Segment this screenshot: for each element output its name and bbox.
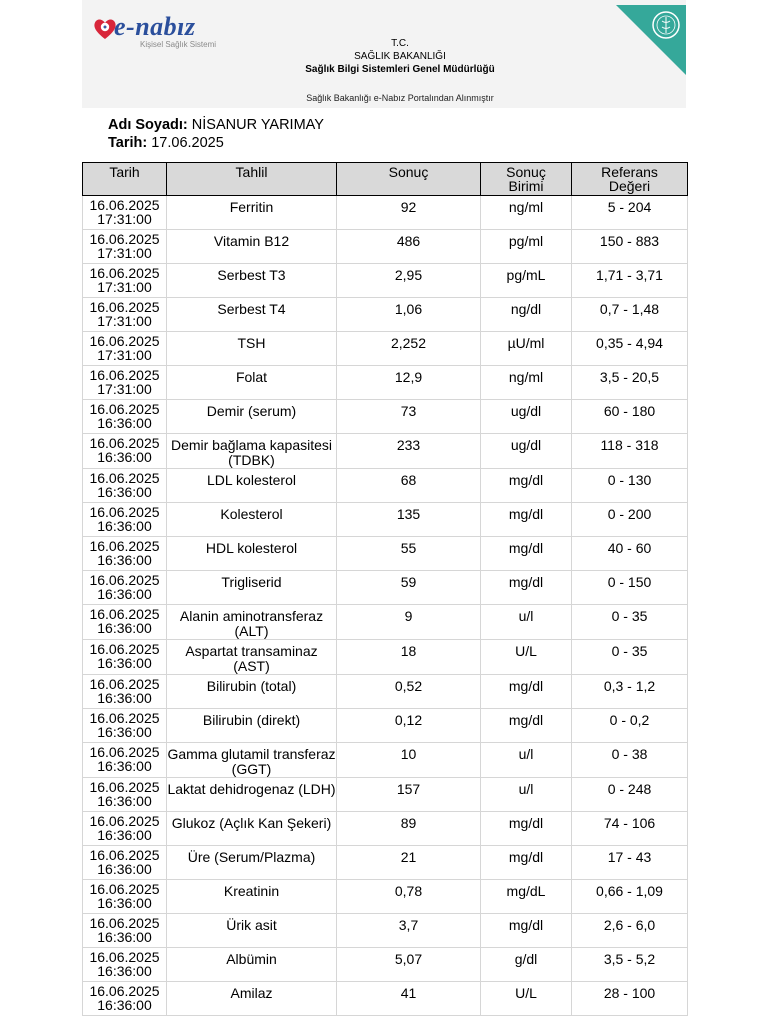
row-datetime xyxy=(83,298,167,332)
row-time: 16:36:00 xyxy=(97,518,152,534)
row-date: 16.06.2025 xyxy=(89,572,160,588)
row-unit: mg/dl xyxy=(481,503,572,537)
row-result: 1,06 xyxy=(337,298,481,332)
column-header-test: Tahlil xyxy=(167,163,337,196)
patient-name-line xyxy=(108,116,324,134)
column-header-date: Tarih xyxy=(83,163,167,196)
row-result: 59 xyxy=(337,571,481,605)
row-datetime xyxy=(83,571,167,605)
row-result: 9 xyxy=(337,605,481,640)
row-date: 16.06.2025 xyxy=(89,949,160,965)
table-row xyxy=(83,537,688,571)
row-time: 16:36:00 xyxy=(97,586,152,602)
row-result: 2,252 xyxy=(337,332,481,366)
row-reference: 0 - 150 xyxy=(572,571,688,605)
enabiz-logo xyxy=(92,14,232,54)
row-reference: 74 - 106 xyxy=(572,812,688,846)
row-datetime xyxy=(83,503,167,537)
row-date: 16.06.2025 xyxy=(89,676,160,692)
row-test: Demir (serum) xyxy=(167,400,337,434)
row-datetime xyxy=(83,880,167,914)
row-test: Gamma glutamil transferaz (GGT) xyxy=(167,743,337,778)
row-reference: 0,7 - 1,48 xyxy=(572,298,688,332)
row-datetime xyxy=(83,434,167,469)
row-test: TSH xyxy=(167,332,337,366)
ministry-title xyxy=(240,37,560,76)
row-test: Alanin aminotransferaz (ALT) xyxy=(167,605,337,640)
row-result: 68 xyxy=(337,469,481,503)
row-result: 486 xyxy=(337,230,481,264)
row-time: 16:36:00 xyxy=(97,449,152,465)
row-reference: 0,35 - 4,94 xyxy=(572,332,688,366)
table-row xyxy=(83,948,688,982)
row-reference: 0 - 38 xyxy=(572,743,688,778)
row-date: 16.06.2025 xyxy=(89,779,160,795)
table-row xyxy=(83,332,688,366)
row-reference: 0 - 0,2 xyxy=(572,709,688,743)
row-date: 16.06.2025 xyxy=(89,538,160,554)
row-test: Serbest T3 xyxy=(167,264,337,298)
row-reference: 3,5 - 5,2 xyxy=(572,948,688,982)
table-row xyxy=(83,778,688,812)
row-time: 16:36:00 xyxy=(97,620,152,636)
ministry-line-2: SAĞLIK BAKANLIĞI xyxy=(354,51,446,62)
row-result: 10 xyxy=(337,743,481,778)
row-test: Serbest T4 xyxy=(167,298,337,332)
row-test: Amilaz xyxy=(167,982,337,1016)
ministry-badge-icon xyxy=(616,5,686,75)
table-row xyxy=(83,571,688,605)
row-time: 16:36:00 xyxy=(97,415,152,431)
row-date: 16.06.2025 xyxy=(89,641,160,657)
row-reference: 118 - 318 xyxy=(572,434,688,469)
row-unit: g/dl xyxy=(481,948,572,982)
table-header-row xyxy=(83,163,688,196)
logo-subtitle: Kişisel Sağlık Sistemi xyxy=(140,40,217,49)
column-header-result: Sonuç xyxy=(337,163,481,196)
table-row xyxy=(83,846,688,880)
row-reference: 0 - 35 xyxy=(572,640,688,675)
row-date: 16.06.2025 xyxy=(89,606,160,622)
row-unit: pg/mL xyxy=(481,264,572,298)
row-date: 16.06.2025 xyxy=(89,367,160,383)
patient-name-label: Adı Soyadı: xyxy=(108,117,188,133)
row-test: Bilirubin (total) xyxy=(167,675,337,709)
report-date-label: Tarih: xyxy=(108,135,148,151)
row-result: 233 xyxy=(337,434,481,469)
row-datetime xyxy=(83,846,167,880)
row-date: 16.06.2025 xyxy=(89,299,160,315)
row-datetime xyxy=(83,469,167,503)
row-unit: ng/ml xyxy=(481,366,572,400)
row-reference: 0 - 130 xyxy=(572,469,688,503)
row-datetime xyxy=(83,778,167,812)
row-datetime xyxy=(83,264,167,298)
row-time: 16:36:00 xyxy=(97,724,152,740)
row-result: 0,52 xyxy=(337,675,481,709)
row-date: 16.06.2025 xyxy=(89,435,160,451)
row-datetime xyxy=(83,914,167,948)
row-test: Vitamin B12 xyxy=(167,230,337,264)
row-unit: u/l xyxy=(481,605,572,640)
row-time: 16:36:00 xyxy=(97,827,152,843)
row-date: 16.06.2025 xyxy=(89,333,160,349)
row-test: HDL kolesterol xyxy=(167,537,337,571)
row-unit: u/l xyxy=(481,778,572,812)
table-row xyxy=(83,230,688,264)
report-date: 17.06.2025 xyxy=(151,135,224,151)
row-reference: 0,66 - 1,09 xyxy=(572,880,688,914)
table-row xyxy=(83,880,688,914)
table-row xyxy=(83,914,688,948)
row-result: 21 xyxy=(337,846,481,880)
row-time: 16:36:00 xyxy=(97,484,152,500)
table-row xyxy=(83,812,688,846)
table-row xyxy=(83,743,688,778)
row-time: 16:36:00 xyxy=(97,929,152,945)
row-time: 16:36:00 xyxy=(97,963,152,979)
row-datetime xyxy=(83,400,167,434)
row-date: 16.06.2025 xyxy=(89,983,160,999)
row-time: 16:36:00 xyxy=(97,793,152,809)
table-row xyxy=(83,400,688,434)
row-test: Üre (Serum/Plazma) xyxy=(167,846,337,880)
row-reference: 1,71 - 3,71 xyxy=(572,264,688,298)
row-reference: 0 - 200 xyxy=(572,503,688,537)
row-unit: mg/dl xyxy=(481,709,572,743)
row-datetime xyxy=(83,196,167,230)
row-unit: mg/dl xyxy=(481,571,572,605)
row-datetime xyxy=(83,982,167,1016)
row-date: 16.06.2025 xyxy=(89,813,160,829)
row-result: 5,07 xyxy=(337,948,481,982)
row-date: 16.06.2025 xyxy=(89,470,160,486)
row-date: 16.06.2025 xyxy=(89,265,160,281)
row-unit: mg/dl xyxy=(481,914,572,948)
table-row xyxy=(83,605,688,640)
row-test: Bilirubin (direkt) xyxy=(167,709,337,743)
table-row xyxy=(83,196,688,230)
portal-note: Sağlık Bakanlığı e-Nabız Portalından Alınmıştır xyxy=(306,93,494,103)
row-unit: u/l xyxy=(481,743,572,778)
ministry-line-1: T.C. xyxy=(391,38,409,49)
row-unit: mg/dL xyxy=(481,880,572,914)
table-row xyxy=(83,298,688,332)
row-reference: 3,5 - 20,5 xyxy=(572,366,688,400)
row-datetime xyxy=(83,332,167,366)
row-unit: mg/dl xyxy=(481,537,572,571)
row-test: Kreatinin xyxy=(167,880,337,914)
row-test: Demir bağlama kapasitesi (TDBK) xyxy=(167,434,337,469)
table-row xyxy=(83,469,688,503)
row-unit: pg/ml xyxy=(481,230,572,264)
row-result: 12,9 xyxy=(337,366,481,400)
row-reference: 40 - 60 xyxy=(572,537,688,571)
row-time: 17:31:00 xyxy=(97,313,152,329)
row-test: Aspartat transaminaz (AST) xyxy=(167,640,337,675)
row-result: 89 xyxy=(337,812,481,846)
row-datetime xyxy=(83,812,167,846)
row-unit: U/L xyxy=(481,640,572,675)
row-date: 16.06.2025 xyxy=(89,197,160,213)
logo-text: e-nabız xyxy=(114,12,196,41)
table-row xyxy=(83,982,688,1016)
row-test: Laktat dehidrogenaz (LDH) xyxy=(167,778,337,812)
column-header-reference: Referans Değeri xyxy=(572,163,688,196)
row-time: 16:36:00 xyxy=(97,997,152,1013)
ministry-line-3: Sağlık Bilgi Sistemleri Genel Müdürlüğü xyxy=(305,64,495,75)
row-datetime xyxy=(83,743,167,778)
row-datetime xyxy=(83,230,167,264)
table-row xyxy=(83,434,688,469)
row-datetime xyxy=(83,366,167,400)
row-date: 16.06.2025 xyxy=(89,881,160,897)
row-date: 16.06.2025 xyxy=(89,401,160,417)
row-time: 16:36:00 xyxy=(97,758,152,774)
row-time: 16:36:00 xyxy=(97,861,152,877)
row-result: 135 xyxy=(337,503,481,537)
row-time: 16:36:00 xyxy=(97,655,152,671)
row-reference: 0 - 35 xyxy=(572,605,688,640)
row-time: 16:36:00 xyxy=(97,895,152,911)
row-test: Ürik asit xyxy=(167,914,337,948)
row-datetime xyxy=(83,709,167,743)
row-unit: mg/dl xyxy=(481,812,572,846)
row-time: 17:31:00 xyxy=(97,245,152,261)
row-time: 17:31:00 xyxy=(97,279,152,295)
row-time: 17:31:00 xyxy=(97,211,152,227)
patient-name: NİSANUR YARIMAY xyxy=(191,117,324,133)
row-reference: 5 - 204 xyxy=(572,196,688,230)
row-reference: 0 - 248 xyxy=(572,778,688,812)
row-test: Trigliserid xyxy=(167,571,337,605)
row-result: 18 xyxy=(337,640,481,675)
row-result: 0,12 xyxy=(337,709,481,743)
row-datetime xyxy=(83,948,167,982)
row-result: 41 xyxy=(337,982,481,1016)
row-reference: 150 - 883 xyxy=(572,230,688,264)
row-test: Kolesterol xyxy=(167,503,337,537)
row-unit: ug/dl xyxy=(481,400,572,434)
row-test: LDL kolesterol xyxy=(167,469,337,503)
row-reference: 28 - 100 xyxy=(572,982,688,1016)
row-time: 16:36:00 xyxy=(97,552,152,568)
column-header-unit: Sonuç Birimi xyxy=(481,163,572,196)
row-reference: 2,6 - 6,0 xyxy=(572,914,688,948)
row-time: 16:36:00 xyxy=(97,690,152,706)
row-unit: ng/ml xyxy=(481,196,572,230)
row-datetime xyxy=(83,605,167,640)
table-row xyxy=(83,675,688,709)
row-time: 17:31:00 xyxy=(97,347,152,363)
row-unit: ng/dl xyxy=(481,298,572,332)
row-result: 2,95 xyxy=(337,264,481,298)
row-time: 17:31:00 xyxy=(97,381,152,397)
report-date-line xyxy=(108,134,324,152)
row-test: Albümin xyxy=(167,948,337,982)
row-datetime xyxy=(83,640,167,675)
row-unit: ug/dl xyxy=(481,434,572,469)
row-unit: mg/dl xyxy=(481,846,572,880)
table-row xyxy=(83,709,688,743)
table-row xyxy=(83,640,688,675)
row-date: 16.06.2025 xyxy=(89,710,160,726)
row-date: 16.06.2025 xyxy=(89,915,160,931)
patient-info xyxy=(108,116,324,152)
row-unit: µU/ml xyxy=(481,332,572,366)
row-date: 16.06.2025 xyxy=(89,231,160,247)
row-result: 92 xyxy=(337,196,481,230)
row-result: 73 xyxy=(337,400,481,434)
row-unit: mg/dl xyxy=(481,675,572,709)
row-date: 16.06.2025 xyxy=(89,504,160,520)
row-test: Glukoz (Açlık Kan Şekeri) xyxy=(167,812,337,846)
row-date: 16.06.2025 xyxy=(89,847,160,863)
row-reference: 0,3 - 1,2 xyxy=(572,675,688,709)
table-row xyxy=(83,503,688,537)
row-reference: 17 - 43 xyxy=(572,846,688,880)
table-row xyxy=(83,264,688,298)
row-test: Ferritin xyxy=(167,196,337,230)
row-test: Folat xyxy=(167,366,337,400)
row-datetime xyxy=(83,675,167,709)
row-reference: 60 - 180 xyxy=(572,400,688,434)
row-result: 3,7 xyxy=(337,914,481,948)
row-result: 55 xyxy=(337,537,481,571)
row-result: 0,78 xyxy=(337,880,481,914)
lab-results-table xyxy=(82,162,688,1016)
table-row xyxy=(83,366,688,400)
row-date: 16.06.2025 xyxy=(89,744,160,760)
row-unit: mg/dl xyxy=(481,469,572,503)
row-datetime xyxy=(83,537,167,571)
row-unit: U/L xyxy=(481,982,572,1016)
row-result: 157 xyxy=(337,778,481,812)
